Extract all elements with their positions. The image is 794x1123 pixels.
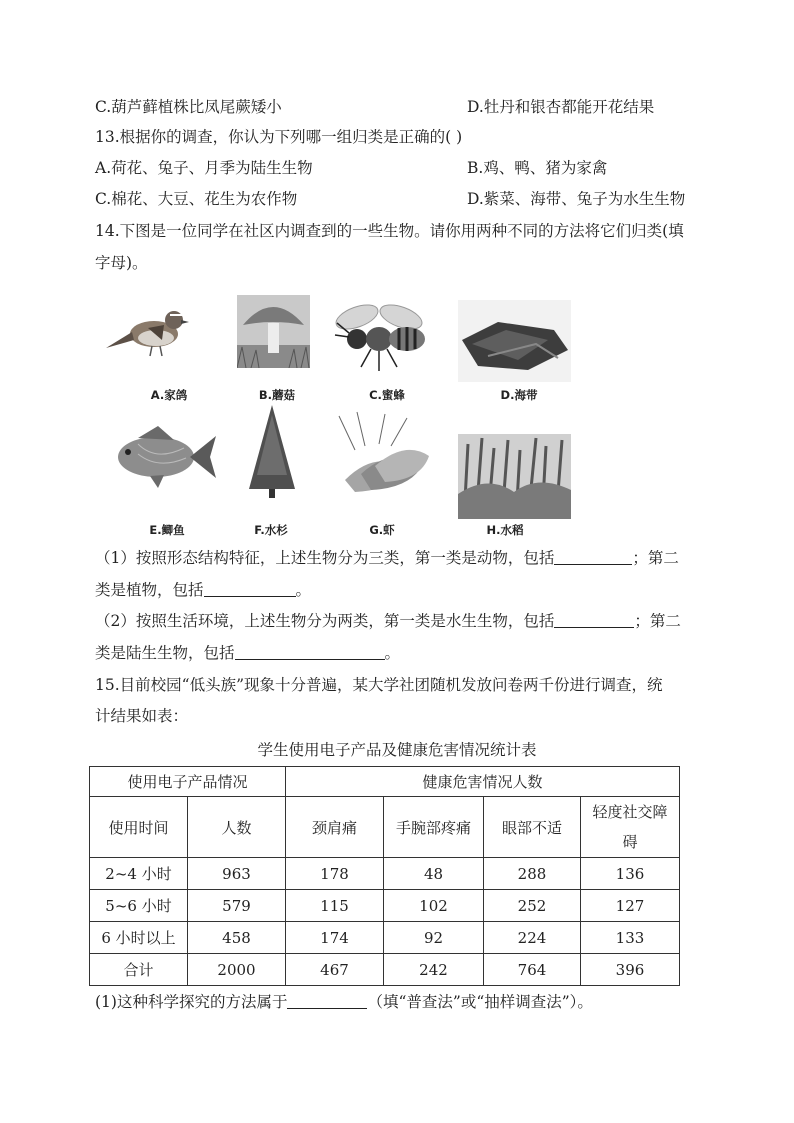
caption-e: E.鲫鱼 xyxy=(149,523,185,537)
header-eye-discomfort: 眼部不适 xyxy=(484,797,581,858)
caption-b: B.蘑菇 xyxy=(258,388,296,402)
q14-sub1-line-1: （1）按照形态结构特征，上述生物分为三类，第一类是动物，包括 ；第二 xyxy=(95,549,679,567)
header-group-health: 健康危害情况人数 xyxy=(286,767,680,797)
pigeon-image xyxy=(104,298,194,366)
q14-stem-line-1: 14.下图是一位同学在社区内调查到的一些生物。请你用两种不同的方法将它们归类(填 xyxy=(95,222,684,240)
answer-blank[interactable] xyxy=(554,548,632,565)
q14-sub1-line-2: 类是植物，包括 。 xyxy=(95,581,312,599)
q14-sub2-line-2: 类是陆生生物，包括 。 xyxy=(95,644,401,662)
answer-blank[interactable] xyxy=(287,992,367,1009)
answer-blank[interactable] xyxy=(554,611,634,628)
q12-option-d: D.牡丹和银杏都能开花结果 xyxy=(467,98,655,116)
q12-option-c: C.葫芦藓植株比凤尾蕨矮小 xyxy=(95,98,282,116)
q13-option-row-2 xyxy=(95,189,686,209)
health-stats-table xyxy=(89,766,680,986)
q13-option-row-1 xyxy=(95,158,608,178)
q13-stem: 13.根据你的调查，你认为下列哪一组归类是正确的( ) xyxy=(95,128,463,146)
caption-d: D.海带 xyxy=(500,388,538,402)
rice-image xyxy=(458,434,571,519)
table-row-total: 合计 2000 467 242 764 396 xyxy=(90,954,680,986)
table-row: 5~6 小时 579 115 102 252 127 xyxy=(90,890,680,922)
crucian-carp-image xyxy=(108,422,218,492)
header-neck-pain: 颈肩痛 xyxy=(286,797,384,858)
header-wrist-pain: 手腕部疼痛 xyxy=(384,797,484,858)
metasequoia-image xyxy=(247,405,297,498)
caption-g: G.虾 xyxy=(369,523,395,537)
q12-option-row xyxy=(95,97,655,117)
q15-stem-line-1: 15.目前校园“低头族”现象十分普遍，某大学社团随机发放问卷两千份进行调查，统 xyxy=(95,676,663,694)
mushroom-image xyxy=(237,295,310,368)
q13-option-d: D.紫菜、海带、兔子为水生生物 xyxy=(467,190,686,208)
kelp-image xyxy=(458,300,571,382)
table-row: 2~4 小时 963 178 48 288 136 xyxy=(90,858,680,890)
answer-blank[interactable] xyxy=(235,643,385,660)
table-header-group-row xyxy=(90,767,680,797)
q15-sub1: (1)这种科学探究的方法属于 （填“普查法”或“抽样调查法”）。 xyxy=(95,993,593,1011)
bee-image xyxy=(327,297,431,379)
table-row: 6 小时以上 458 174 92 224 133 xyxy=(90,922,680,954)
table-header-row xyxy=(90,797,680,858)
caption-h: H.水稻 xyxy=(486,523,524,537)
header-group-usage: 使用电子产品情况 xyxy=(90,767,286,797)
caption-f: F.水杉 xyxy=(254,523,288,537)
q13-option-c: C.棉花、大豆、花生为农作物 xyxy=(95,190,298,208)
header-social-disorder: 轻度社交障 碍 xyxy=(581,797,680,858)
table-title: 学生使用电子产品及健康危害情况统计表 xyxy=(257,741,537,759)
q13-option-b: B.鸡、鸭、猪为家禽 xyxy=(467,159,608,177)
caption-a: A.家鸽 xyxy=(150,388,188,402)
answer-blank[interactable] xyxy=(204,580,296,597)
q14-sub2-line-1: （2）按照生活环境，上述生物分为两类，第一类是水生生物，包括 ；第二 xyxy=(95,612,681,630)
q14-stem-line-2: 字母)。 xyxy=(95,254,148,272)
header-usage-time: 使用时间 xyxy=(90,797,188,858)
shrimp-image xyxy=(335,410,432,500)
q15-stem-line-2: 计结果如表： xyxy=(95,707,189,725)
caption-c: C.蜜蜂 xyxy=(369,388,405,402)
q13-option-a: A.荷花、兔子、月季为陆生生物 xyxy=(95,159,313,177)
header-count: 人数 xyxy=(188,797,286,858)
